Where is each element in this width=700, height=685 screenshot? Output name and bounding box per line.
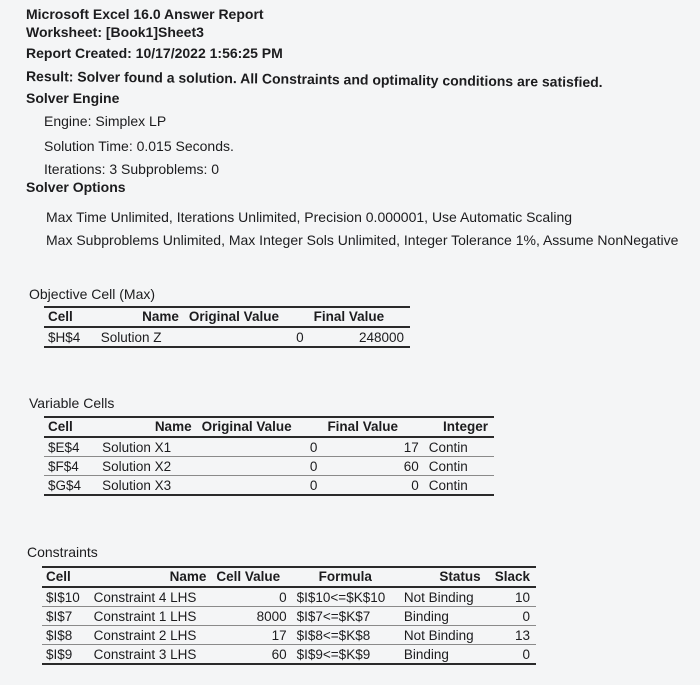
final-value: 60	[323, 457, 424, 476]
col-cell: Cell	[44, 307, 97, 327]
original-value: 0	[198, 457, 324, 476]
constraints-table	[42, 566, 536, 665]
options-line-2: Max Subproblems Unlimited, Max Integer Sols Unlimited, Integer Tolerance 1%, Assume NonNegative	[46, 232, 679, 248]
options-line-1: Max Time Unlimited, Iterations Unlimited, Precision 0.000001, Use Automatic Scaling	[46, 209, 573, 225]
formula: $I$9<=$K$9	[293, 645, 400, 665]
constraints-header-row	[42, 567, 536, 587]
table-row	[42, 645, 536, 665]
cell-ref: $F$4	[44, 457, 98, 476]
variables-title: Variable Cells	[29, 395, 115, 411]
col-formula: Formula	[293, 567, 400, 587]
col-original-value: Original Value	[198, 417, 324, 437]
table-row	[42, 607, 536, 626]
status: Not Binding	[400, 626, 487, 645]
cell-ref: $I$8	[42, 626, 90, 645]
constraints-title: Constraints	[27, 544, 98, 560]
cell-name: Solution X3	[98, 476, 197, 496]
result-text: Result: Solver found a solution. All Constraints and optimality conditions are satisfied.	[25, 68, 603, 91]
col-name: Name	[98, 417, 197, 437]
cell-name: Constraint 1 LHS	[90, 607, 213, 626]
integer-type: Contin	[425, 437, 494, 457]
col-integer: Integer	[425, 417, 494, 437]
slack: 0	[487, 607, 536, 626]
col-cell: Cell	[44, 417, 98, 437]
cell-value: 17	[212, 626, 292, 645]
cell-name: Solution Z	[97, 327, 185, 347]
table-row	[44, 327, 410, 347]
cell-name: Constraint 3 LHS	[90, 645, 213, 665]
cell-value: 0	[212, 587, 292, 607]
table-row	[42, 587, 536, 607]
cell-name: Solution X1	[98, 437, 197, 457]
table-row	[44, 437, 494, 457]
variables-header-row	[44, 417, 494, 437]
col-status: Status	[400, 567, 487, 587]
col-slack: Slack	[487, 567, 536, 587]
report-created: Report Created: 10/17/2022 1:56:25 PM	[26, 45, 283, 61]
slack: 10	[487, 587, 536, 607]
cell-ref: $E$4	[44, 437, 98, 457]
original-value: 0	[198, 437, 324, 457]
formula: $I$10<=$K$10	[293, 587, 400, 607]
col-final-value: Final Value	[323, 417, 424, 437]
cell-value: 8000	[212, 607, 292, 626]
cell-ref: $I$10	[42, 587, 90, 607]
solver-options-heading: Solver Options	[26, 179, 126, 195]
worksheet-label: Worksheet: [Book1]Sheet3	[26, 24, 204, 40]
objective-header-row	[44, 307, 410, 327]
formula: $I$8<=$K$8	[293, 626, 400, 645]
variables-table	[44, 416, 494, 496]
cell-ref: $I$7	[42, 607, 90, 626]
cell-ref: $G$4	[44, 476, 98, 496]
slack: 13	[487, 626, 536, 645]
final-value: 0	[323, 476, 424, 496]
cell-ref: $I$9	[42, 645, 90, 665]
table-row	[44, 457, 494, 476]
cell-name: Constraint 2 LHS	[90, 626, 213, 645]
status: Not Binding	[400, 587, 487, 607]
slack: 0	[487, 645, 536, 665]
table-row	[44, 476, 494, 496]
objective-table	[44, 306, 410, 348]
col-final-value: Final Value	[310, 307, 410, 327]
report-title: Microsoft Excel 16.0 Answer Report	[26, 6, 264, 22]
final-value: 248000	[310, 327, 410, 347]
integer-type: Contin	[425, 476, 494, 496]
formula: $I$7<=$K$7	[293, 607, 400, 626]
status: Binding	[400, 645, 487, 665]
col-original-value: Original Value	[185, 307, 310, 327]
col-cell-value: Cell Value	[212, 567, 292, 587]
cell-value: 60	[212, 645, 292, 665]
final-value: 17	[323, 437, 424, 457]
cell-name: Solution X2	[98, 457, 197, 476]
solver-engine-heading: Solver Engine	[26, 90, 120, 106]
col-name: Name	[97, 307, 185, 327]
objective-title: Objective Cell (Max)	[29, 286, 156, 302]
solution-time: Solution Time: 0.015 Seconds.	[44, 138, 234, 154]
status: Binding	[400, 607, 487, 626]
table-row	[42, 626, 536, 645]
col-cell: Cell	[42, 567, 90, 587]
cell-name: Constraint 4 LHS	[90, 587, 213, 607]
original-value: 0	[198, 476, 324, 496]
col-name: Name	[90, 567, 213, 587]
iterations: Iterations: 3 Subproblems: 0	[44, 161, 220, 177]
original-value: 0	[185, 327, 310, 347]
integer-type: Contin	[425, 457, 494, 476]
engine-type: Engine: Simplex LP	[44, 113, 167, 129]
cell-ref: $H$4	[44, 327, 97, 347]
